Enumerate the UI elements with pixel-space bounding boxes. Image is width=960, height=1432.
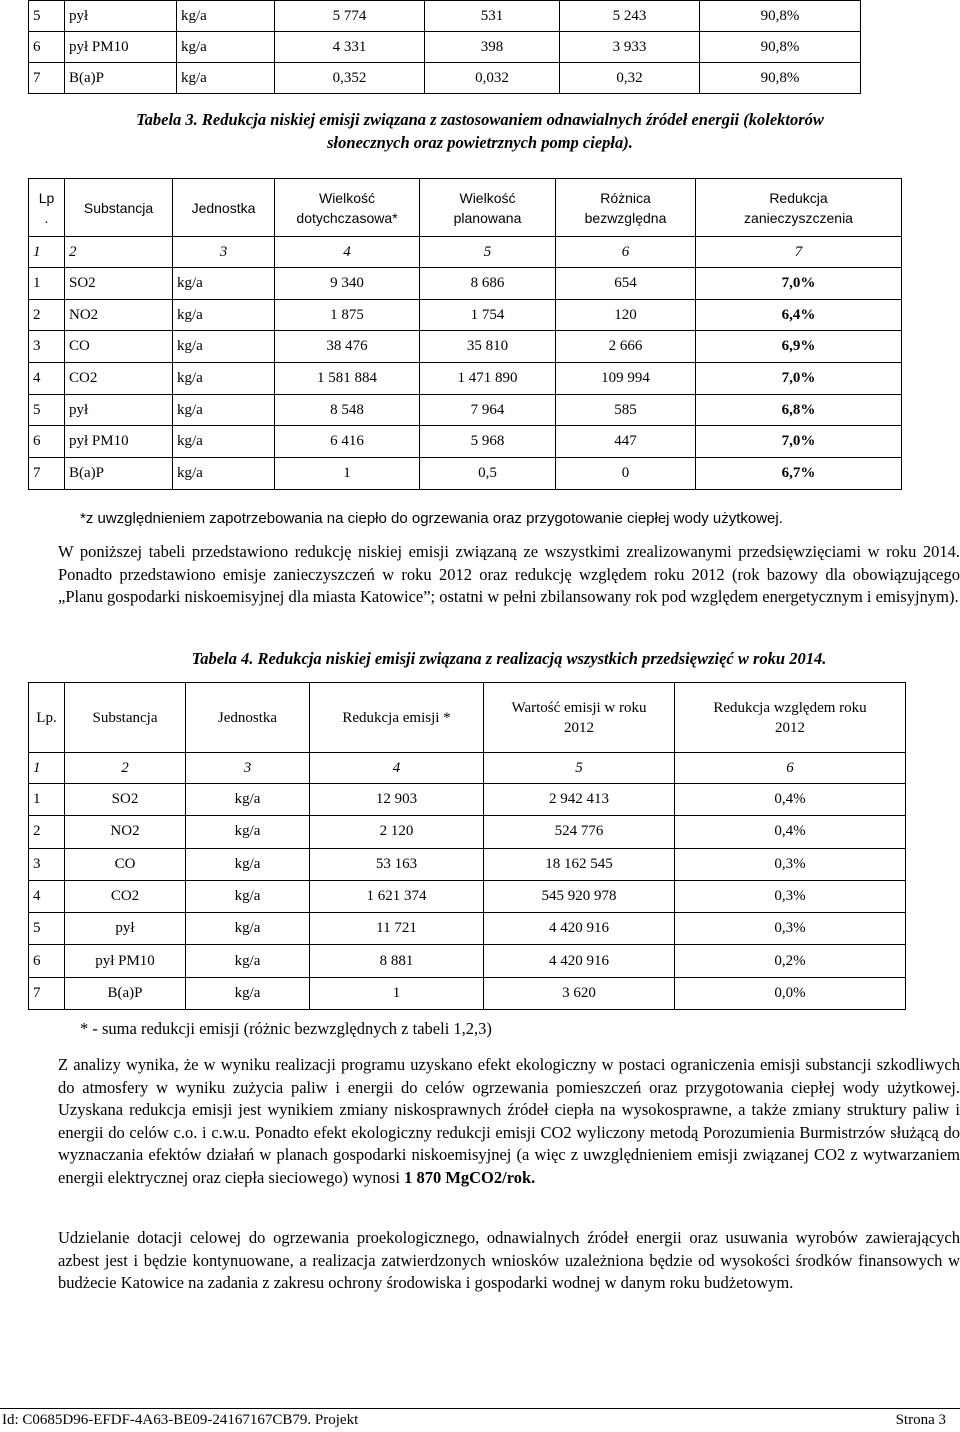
cell-unit: kg/a: [173, 426, 275, 458]
table3-footnote: *z uwzględnieniem zapotrzebowania na ciepło do ogrzewania oraz przygotowanie ciepłej wody użytkowej.: [80, 510, 783, 527]
cell-value-planned: 0,032: [425, 63, 560, 94]
cell-substance: B(a)P: [65, 63, 177, 94]
table-row: [29, 848, 906, 880]
cell-lp: 7: [29, 458, 65, 490]
table-row: [29, 268, 902, 300]
cell-lp: 1: [29, 784, 65, 816]
table4-header-emission: Wartość emisji w roku 2012: [484, 683, 675, 753]
table-row: [29, 880, 906, 912]
cell-unit: kg/a: [173, 394, 275, 426]
cell-value-before: 4 331: [275, 32, 425, 63]
table3-header-row: [29, 179, 902, 237]
paragraph-subsidies: Udzielanie dotacji celowej do ogrzewania proekologicznego, odnawialnych źródeł energii oraz usuwania wyrobów zawierających azbest jest i będzie kontynuowane, a realizacja zatwierdzonych wniosków uzależniona będzie od wysokości środków finansowych w budżecie Katowice na zadania z zakresu ochrony środowiska i gospodarki wodnej w danym roku budżetowym.: [58, 1228, 960, 1293]
cell-diff: 654: [556, 268, 696, 300]
cell-emission-2012: 18 162 545: [484, 848, 675, 880]
column-number: 1: [29, 237, 65, 268]
cell-unit: kg/a: [173, 268, 275, 300]
cell-reduction-percent: 7,0%: [696, 426, 902, 458]
cell-percent: 90,8%: [700, 63, 861, 94]
table-row: [29, 816, 906, 848]
cell-reduction-percent: 7,0%: [696, 268, 902, 300]
cell-lp: 1: [29, 268, 65, 300]
cell-unit: kg/a: [186, 977, 310, 1009]
cell-lp: 2: [29, 816, 65, 848]
column-number: 2: [65, 753, 186, 784]
cell-reduction: 53 163: [310, 848, 484, 880]
cell-percent: 90,8%: [700, 32, 861, 63]
cell-reduction-percent: 0,3%: [675, 880, 906, 912]
table-top-continuation: [28, 0, 861, 94]
table4-header-row: [29, 683, 906, 753]
table-row: [29, 945, 906, 977]
cell-diff: 0: [556, 458, 696, 490]
cell-reduction-percent: 0,0%: [675, 977, 906, 1009]
page-number: Strona 3: [895, 1412, 946, 1428]
cell-reduction-percent: 6,4%: [696, 299, 902, 331]
cell-substance: CO: [65, 331, 173, 363]
table4-number-row: [29, 753, 906, 784]
cell-size-planned: 1 754: [420, 299, 556, 331]
cell-lp: 5: [29, 1, 65, 32]
table3-header-reduction: Redukcja zanieczyszczenia: [696, 179, 902, 237]
cell-reduction-percent: 0,2%: [675, 945, 906, 977]
cell-lp: 4: [29, 363, 65, 395]
cell-value-planned: 531: [425, 1, 560, 32]
table-row: [29, 363, 902, 395]
table-row: [29, 394, 902, 426]
table-row: [29, 331, 902, 363]
cell-diff: 585: [556, 394, 696, 426]
cell-lp: 4: [29, 880, 65, 912]
cell-reduction: 8 881: [310, 945, 484, 977]
cell-substance: SO2: [65, 268, 173, 300]
table-row: [29, 32, 861, 63]
table-row: [29, 977, 906, 1009]
cell-diff: 2 666: [556, 331, 696, 363]
cell-substance: pył PM10: [65, 32, 177, 63]
cell-unit: kg/a: [177, 1, 275, 32]
cell-reduction-percent: 0,4%: [675, 816, 906, 848]
cell-unit: kg/a: [186, 848, 310, 880]
table-row: [29, 299, 902, 331]
column-number: 4: [310, 753, 484, 784]
cell-substance: SO2: [65, 784, 186, 816]
cell-size-planned: 7 964: [420, 394, 556, 426]
cell-unit: kg/a: [186, 945, 310, 977]
cell-substance: pył: [65, 913, 186, 945]
table3-header-size-before: Wielkość dotychczasowa*: [275, 179, 420, 237]
cell-reduction-percent: 7,0%: [696, 363, 902, 395]
cell-size-before: 8 548: [275, 394, 420, 426]
table3-number-row: [29, 237, 902, 268]
cell-lp: 3: [29, 848, 65, 880]
cell-value-planned: 398: [425, 32, 560, 63]
table-row: [29, 913, 906, 945]
cell-emission-2012: 3 620: [484, 977, 675, 1009]
table3-caption: [40, 108, 920, 154]
cell-reduction: 1 621 374: [310, 880, 484, 912]
cell-unit: kg/a: [186, 880, 310, 912]
cell-unit: kg/a: [177, 63, 275, 94]
cell-emission-2012: 4 420 916: [484, 913, 675, 945]
cell-value-diff: 3 933: [560, 32, 700, 63]
table3-caption-line2: słonecznych oraz powietrznych pomp ciepła).: [327, 133, 633, 152]
cell-lp: 6: [29, 426, 65, 458]
cell-size-before: 1: [275, 458, 420, 490]
cell-size-planned: 35 810: [420, 331, 556, 363]
cell-substance: B(a)P: [65, 977, 186, 1009]
table4-header-lp: Lp.: [29, 683, 65, 753]
column-number: 1: [29, 753, 65, 784]
cell-reduction: 1: [310, 977, 484, 1009]
cell-unit: kg/a: [186, 784, 310, 816]
cell-unit: kg/a: [186, 816, 310, 848]
table-row: [29, 784, 906, 816]
table-row: [29, 458, 902, 490]
column-number: 5: [484, 753, 675, 784]
cell-size-before: 9 340: [275, 268, 420, 300]
cell-reduction-percent: 6,7%: [696, 458, 902, 490]
cell-reduction-percent: 0,3%: [675, 913, 906, 945]
table4-header-relative: Redukcja względem roku 2012: [675, 683, 906, 753]
table-row: [29, 1, 861, 32]
cell-value-diff: 0,32: [560, 63, 700, 94]
cell-unit: kg/a: [173, 331, 275, 363]
table3: [28, 178, 902, 490]
cell-reduction-percent: 0,4%: [675, 784, 906, 816]
cell-reduction-percent: 6,8%: [696, 394, 902, 426]
table4-caption: Tabela 4. Redukcja niskiej emisji związana z realizacją wszystkich przedsięwzięć w roku 2014.: [191, 649, 827, 668]
paragraph-intro: W poniższej tabeli przedstawiono redukcję niskiej emisji związaną ze wszystkimi zrealizowanymi przedsięwzięciami w roku 2014. Ponadto przedstawiono emisje zanieczyszczeń w roku 2012 oraz redukcję względem roku 2012 (rok bazowy dla obowiązującego „Planu gospodarki niskoemisyjnej dla miasta Katowice”; ostatni w pełni zbilansowany rok pod względem energetycznym i emisyjnym).: [58, 542, 960, 607]
cell-value-diff: 5 243: [560, 1, 700, 32]
cell-reduction-percent: 6,9%: [696, 331, 902, 363]
cell-size-planned: 8 686: [420, 268, 556, 300]
cell-size-planned: 0,5: [420, 458, 556, 490]
cell-value-before: 5 774: [275, 1, 425, 32]
column-number: 3: [186, 753, 310, 784]
cell-emission-2012: 4 420 916: [484, 945, 675, 977]
cell-value-before: 0,352: [275, 63, 425, 94]
cell-lp: 7: [29, 63, 65, 94]
cell-unit: kg/a: [173, 363, 275, 395]
table3-caption-line1: Tabela 3. Redukcja niskiej emisji związana z zastosowaniem odnawialnych źródeł energii (kolektorów: [136, 110, 824, 129]
page-footer: [0, 1408, 960, 1432]
column-number: 7: [696, 237, 902, 268]
cell-lp: 6: [29, 32, 65, 63]
cell-size-before: 1 581 884: [275, 363, 420, 395]
cell-substance: pył: [65, 394, 173, 426]
paragraph-analysis-text: Z analizy wynika, że w wyniku realizacji programu uzyskano efekt ekologiczny w postaci ograniczenia emisji substancji szkodliwych do atmosfery w wyniku zużycia paliw i energii do celów ogrzewania pomieszczeń oraz przygotowania ciepłej wody użytkowej. Uzyskana redukcja emisji jest wynikiem zmiany niskosprawnych źródeł ciepła na wysokosprawne, a także zmiany struktury paliw i energii do celów c.o. i c.w.u. Ponadto efekt ekologiczny redukcji emisji CO2 wyliczony metodą Porozumienia Burmistrzów służącą do wyznaczania efektów działań w planach gospodarki niskoemisyjnej (a więc z uwzględnieniem emisji związanej CO2 z wytwarzaniem energii elektrycznej oraz ciepła sieciowego) wynosi: [58, 1055, 960, 1187]
cell-substance: CO2: [65, 880, 186, 912]
cell-diff: 120: [556, 299, 696, 331]
cell-lp: 6: [29, 945, 65, 977]
cell-reduction: 11 721: [310, 913, 484, 945]
co2-reduction-value: 1 870 MgCO2/rok.: [404, 1167, 536, 1187]
cell-emission-2012: 2 942 413: [484, 784, 675, 816]
cell-substance: CO2: [65, 363, 173, 395]
cell-diff: 109 994: [556, 363, 696, 395]
cell-substance: pył PM10: [65, 426, 173, 458]
cell-size-before: 6 416: [275, 426, 420, 458]
cell-substance: CO: [65, 848, 186, 880]
column-number: 4: [275, 237, 420, 268]
cell-size-planned: 5 968: [420, 426, 556, 458]
cell-lp: 5: [29, 913, 65, 945]
table4-header-reduction: Redukcja emisji *: [310, 683, 484, 753]
document-id: Id: C0685D96-EFDF-4A63-BE09-24167167CB79. Projekt: [2, 1412, 359, 1428]
table3-header-size-planned: Wielkość planowana: [420, 179, 556, 237]
cell-lp: 2: [29, 299, 65, 331]
column-number: 6: [556, 237, 696, 268]
cell-substance: pył: [65, 1, 177, 32]
cell-lp: 5: [29, 394, 65, 426]
cell-unit: kg/a: [177, 32, 275, 63]
cell-unit: kg/a: [186, 913, 310, 945]
cell-substance: pył PM10: [65, 945, 186, 977]
cell-emission-2012: 524 776: [484, 816, 675, 848]
cell-unit: kg/a: [173, 458, 275, 490]
table-row: [29, 426, 902, 458]
paragraph-analysis: [58, 1054, 960, 1190]
cell-size-planned: 1 471 890: [420, 363, 556, 395]
cell-emission-2012: 545 920 978: [484, 880, 675, 912]
table3-header-unit: Jednostka: [173, 179, 275, 237]
table-row: [29, 63, 861, 94]
column-number: 6: [675, 753, 906, 784]
cell-reduction-percent: 0,3%: [675, 848, 906, 880]
table3-header-diff: Różnica bezwzględna: [556, 179, 696, 237]
table4-header-substance: Substancja: [65, 683, 186, 753]
table4: [28, 682, 906, 1010]
cell-size-before: 1 875: [275, 299, 420, 331]
cell-unit: kg/a: [173, 299, 275, 331]
table3-header-substance: Substancja: [65, 179, 173, 237]
cell-percent: 90,8%: [700, 1, 861, 32]
cell-reduction: 12 903: [310, 784, 484, 816]
cell-lp: 3: [29, 331, 65, 363]
column-number: 5: [420, 237, 556, 268]
cell-substance: NO2: [65, 816, 186, 848]
cell-lp: 7: [29, 977, 65, 1009]
table3-header-lp: Lp .: [29, 179, 65, 237]
cell-substance: NO2: [65, 299, 173, 331]
column-number: 3: [173, 237, 275, 268]
table4-header-unit: Jednostka: [186, 683, 310, 753]
table4-footnote: * - suma redukcji emisji (różnic bezwzględnych z tabeli 1,2,3): [80, 1019, 492, 1038]
column-number: 2: [65, 237, 173, 268]
cell-reduction: 2 120: [310, 816, 484, 848]
cell-substance: B(a)P: [65, 458, 173, 490]
cell-diff: 447: [556, 426, 696, 458]
cell-size-before: 38 476: [275, 331, 420, 363]
